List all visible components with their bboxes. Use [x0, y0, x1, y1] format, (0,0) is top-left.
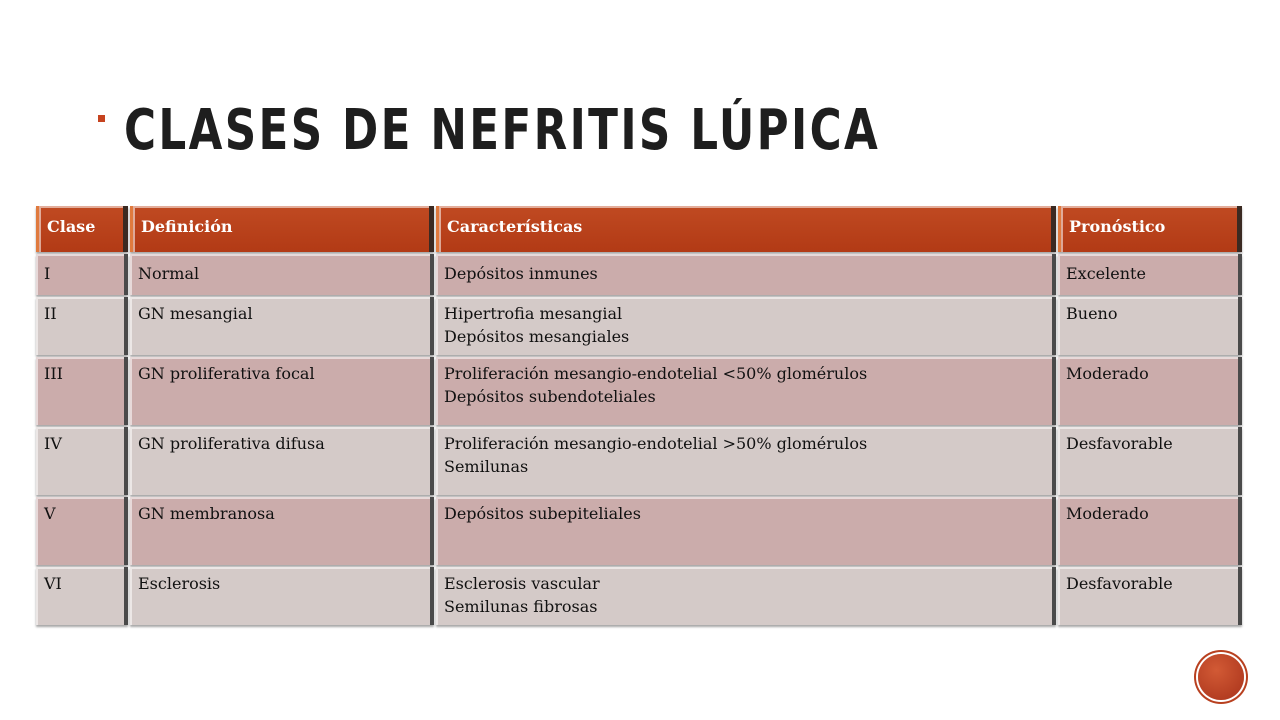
- slide-title: CLASES DE NEFRITIS LÚPICA: [124, 98, 881, 163]
- header-clase: Clase: [36, 206, 128, 252]
- caracteristica-line: Esclerosis vascular: [444, 574, 600, 593]
- cell-definicion: GN mesangial: [130, 297, 434, 355]
- caracteristica-line: Semilunas: [444, 457, 529, 476]
- header-definicion: Definición: [130, 206, 434, 252]
- cell-clase: V: [36, 497, 128, 565]
- cell-definicion: Normal: [130, 254, 434, 295]
- cell-caracteristicas: [436, 357, 1056, 425]
- caracteristica-line: Proliferación mesangio-endotelial <50% glomérulos: [444, 364, 868, 383]
- cell-clase: VI: [36, 567, 128, 625]
- cell-clase: III: [36, 357, 128, 425]
- cell-caracteristicas: [436, 497, 1056, 565]
- caracteristica-line: Semilunas fibrosas: [444, 597, 598, 616]
- table-row: [36, 497, 1244, 567]
- header-caracteristicas: Características: [436, 206, 1056, 252]
- caracteristica-line: Depósitos inmunes: [444, 264, 598, 283]
- cell-pronostico: Excelente: [1058, 254, 1242, 295]
- caracteristica-line: Depósitos mesangiales: [444, 327, 630, 346]
- cell-definicion: GN proliferativa difusa: [130, 427, 434, 495]
- cell-caracteristicas: [436, 427, 1056, 495]
- table-header-row: [36, 206, 1244, 254]
- header-pronostico: Pronóstico: [1058, 206, 1242, 252]
- caracteristica-line: Proliferación mesangio-endotelial >50% glomérulos: [444, 434, 868, 453]
- cell-clase: II: [36, 297, 128, 355]
- cell-caracteristicas: [436, 297, 1056, 355]
- cell-clase: I: [36, 254, 128, 295]
- cell-pronostico: Moderado: [1058, 357, 1242, 425]
- lupus-nephritis-table: [36, 206, 1244, 627]
- cell-definicion: GN proliferativa focal: [130, 357, 434, 425]
- table-row: [36, 427, 1244, 497]
- cell-pronostico: Desfavorable: [1058, 427, 1242, 495]
- cell-pronostico: Bueno: [1058, 297, 1242, 355]
- caracteristica-line: Depósitos subendoteliales: [444, 387, 656, 406]
- cell-clase: IV: [36, 427, 128, 495]
- cell-caracteristicas: [436, 254, 1056, 295]
- title-bullet: [98, 115, 105, 122]
- cell-definicion: Esclerosis: [130, 567, 434, 625]
- table-row: [36, 254, 1244, 297]
- caracteristica-line: Depósitos subepiteliales: [444, 504, 641, 523]
- cell-caracteristicas: [436, 567, 1056, 625]
- table-row: [36, 357, 1244, 427]
- caracteristica-line: Hipertrofia mesangial: [444, 304, 623, 323]
- table-row: [36, 567, 1244, 627]
- cell-pronostico: Moderado: [1058, 497, 1242, 565]
- slide-number-circle-icon: [1198, 654, 1244, 700]
- table-row: [36, 297, 1244, 357]
- cell-definicion: GN membranosa: [130, 497, 434, 565]
- cell-pronostico: Desfavorable: [1058, 567, 1242, 625]
